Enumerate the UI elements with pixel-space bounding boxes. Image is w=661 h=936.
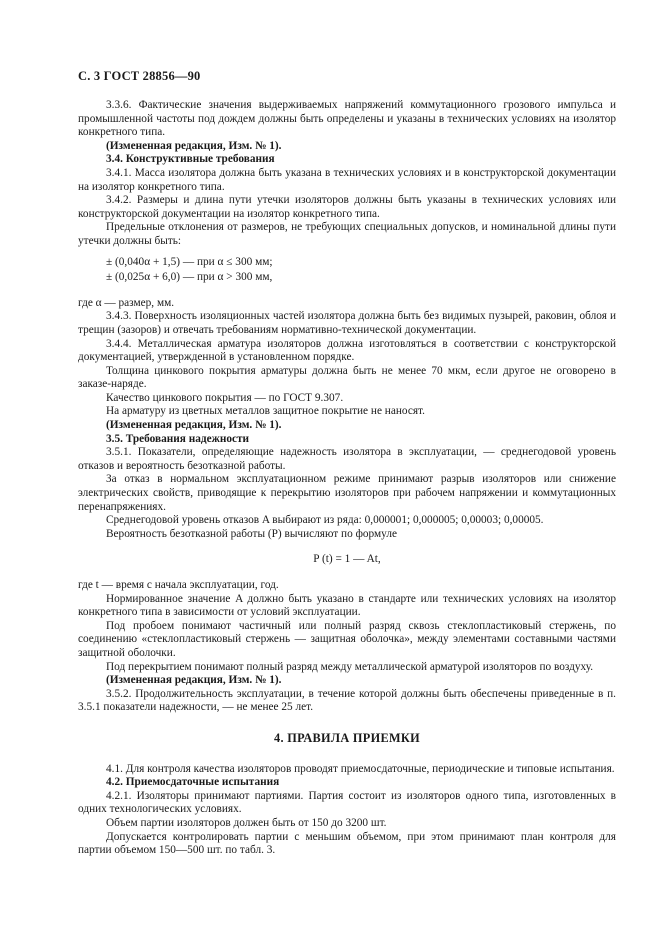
formula-probability: P (t) = 1 — At, (313, 553, 381, 566)
paragraph-zinc-quality: Качество цинкового покрытия — по ГОСТ 9.307. (106, 391, 344, 404)
heading-4-2: 4.2. Приемосдаточные испытания (106, 776, 280, 789)
paragraph-smaller-lots: Допускается контролировать партии с меньшим объемом, при этом принимают план контроля для партии объемом 150—500 шт. по табл. 3. (78, 830, 616, 857)
paragraph-3-4-1: 3.4.1. Масса изолятора должна быть указана в технических условиях и в конструкторской документации на изолятор конкретного типа. (78, 166, 616, 193)
paragraph-failure: За отказ в нормальном эксплуатационном режиме принимают разрыв изоляторов или снижение электрических свойств, приводящие к перекрытию изоляторов при рабочем напряжении и коммутационных перенапряжениях. (78, 473, 616, 513)
paragraph-normed-value: Нормированное значение A должно быть указано в стандарте или технических условиях на изолятор конкретного типа в зависимости от условий эксплуатации. (78, 592, 616, 619)
paragraph-nonferrous: На арматуру из цветных металлов защитное покрытие не наносят. (106, 405, 425, 418)
paragraph-3-4-2: 3.4.2. Размеры и длина пути утечки изоляторов должны быть указаны в технических условиях или конструкторской документации на изолятор конкретного типа. (78, 194, 616, 220)
formula-line-2: ± (0,025α + 6,0) — при α > 300 мм, (106, 271, 273, 284)
paragraph-4-1: 4.1. Для контроля качества изоляторов проводят приемосдаточные, периодические и типовые испытания. (106, 762, 615, 775)
paragraph-3-3-6: 3.3.6. Фактические значения выдерживаемых напряжений коммутационного грозового импульса и промышленной частоты под дождем должны быть определены и указаны в технических условиях на изолятор конкретного типа. (78, 99, 616, 139)
heading-3-4: 3.4. Конструктивные требования (106, 153, 275, 166)
paragraph-probability: Вероятность безотказной работы (P) вычисляют по формуле (106, 527, 397, 540)
paragraph-breakdown: Под пробоем понимают частичный или полный разряд сквозь стеклопластиковый стержень, по соединению «стеклопластиковый стержень — защитная оболочка», между элементами составными частями защитной оболочки. (78, 619, 616, 659)
section-4-title: 4. ПРАВИЛА ПРИЕМКИ (274, 730, 420, 745)
heading-3-5: 3.5. Требования надежности (106, 432, 250, 445)
paragraph-3-4-3: 3.4.3. Поверхность изоляционных частей изолятора должна быть без видимых пузырей, раковин, облоя и трещин (зазоров) и отвечать требованиям нормативно-технической документации. (78, 310, 616, 336)
amendment-note: (Измененная редакция, Изм. № 1). (106, 674, 282, 687)
where-t: где t — время с начала эксплуатации, год. (78, 579, 279, 591)
paragraph-4-2-1: 4.2.1. Изоляторы принимают партиями. Партия состоит из изоляторов одного типа, изготовленных в одних технологических условиях. (78, 789, 616, 816)
page-header: С. 3 ГОСТ 28856—90 (78, 69, 201, 83)
paragraph-3-5-2: 3.5.2. Продолжительность эксплуатации, в течение которой должны быть обеспечены приведенные в п. 3.5.1 показатели надежности, — не менее 25 лет. (78, 687, 616, 714)
document-body (78, 99, 616, 858)
paragraph-lot-volume: Объем партии изоляторов должен быть от 150 до 3200 шт. (106, 816, 387, 829)
paragraph-deviations: Предельные отклонения от размеров, не требующих специальных допусков, и номинальной длины пути утечки должны быть: (78, 221, 616, 247)
amendment-note: (Измененная редакция, Изм. № 1). (106, 419, 282, 432)
paragraph-flashover: Под перекрытием понимают полный разряд между металлической арматурой изоляторов по воздуху. (106, 660, 594, 673)
amendment-note: (Измененная редакция, Изм. № 1). (106, 139, 282, 152)
formula-line-1: ± (0,040α + 1,5) — при α ≤ 300 мм; (106, 255, 273, 268)
paragraph-failure-level: Среднегодовой уровень отказов A выбирают из ряда: 0,000001; 0,000005; 0,00003; 0,00005. (106, 514, 544, 527)
where-alpha: где α — размер, мм. (78, 296, 175, 309)
paragraph-3-5-1: 3.5.1. Показатели, определяющие надежность изолятора в эксплуатации, — среднегодовой уровень отказов и вероятность безотказной работы. (78, 446, 616, 472)
paragraph-zinc-thickness: Толщина цинкового покрытия арматуры должна быть не менее 70 мкм, если другое не оговорено в заказе-наряде. (78, 364, 616, 391)
paragraph-3-4-4: 3.4.4. Металлическая арматура изоляторов должна изготовляться в соответствии с конструкторской документацией, утвержденной в установленном порядке. (78, 337, 616, 364)
